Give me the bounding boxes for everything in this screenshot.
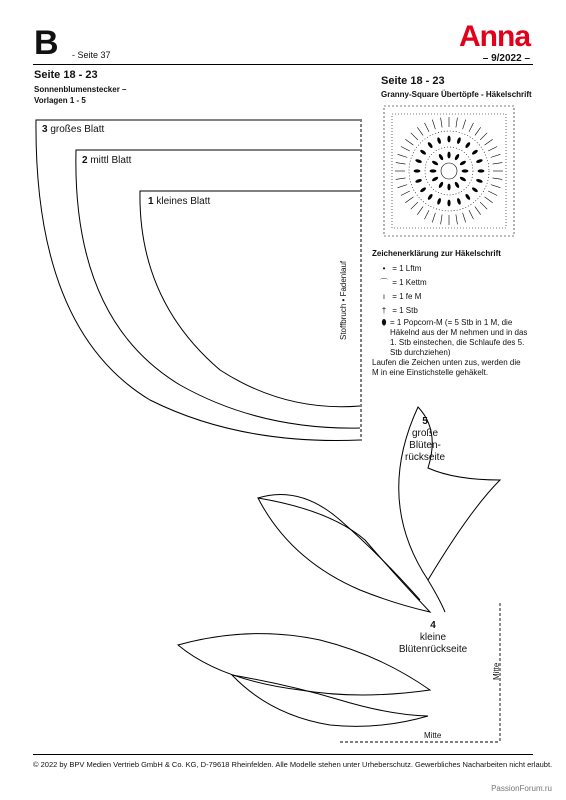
petal-name-line2: Blütenrückseite: [398, 644, 468, 655]
legend-title: Zeichenerklärung zur Häkelschrift: [372, 249, 501, 258]
fold-label: Stoffbruch • Fadenlauf: [339, 260, 348, 340]
watermark: PassionForum.ru: [491, 784, 552, 793]
stitch-mark: [396, 163, 406, 165]
bar-icon: ı: [382, 292, 386, 301]
stitch-mark: [475, 127, 481, 135]
dagger-icon: †: [381, 306, 387, 315]
popcorn-stitch: [430, 169, 437, 172]
popcorn-stitch: [419, 187, 426, 194]
popcorn-stitch: [447, 136, 450, 143]
stitch-mark: [485, 197, 493, 203]
left-section-title: Seite 18 - 23: [34, 69, 98, 81]
popcorn-stitch: [437, 137, 442, 144]
stitch-mark: [480, 202, 487, 209]
legend-text: = 1 Kettm: [392, 278, 427, 287]
stitch-mark: [398, 185, 408, 188]
popcorn-stitches: [414, 136, 485, 207]
stitch-mark: [401, 191, 410, 196]
stitch-mark: [411, 202, 418, 209]
petal-number-large: 5: [422, 416, 428, 427]
popcorn-stitch: [438, 153, 444, 160]
popcorn-stitch: [465, 193, 472, 200]
leaf-name-large: großes Blatt: [50, 124, 105, 135]
popcorn-stitch: [447, 184, 450, 191]
page-reference: - Seite 37: [72, 50, 111, 60]
stitch-mark: [463, 213, 466, 223]
leaf-name-small: kleines Blatt: [156, 196, 211, 207]
stitch-mark: [491, 185, 501, 188]
leaf-outline-medium: [76, 150, 360, 428]
legend-text: = 1 Stb: [392, 306, 418, 315]
petal-label-large: [400, 416, 450, 464]
stitch-mark: [456, 215, 458, 225]
popcorn-stitch: [419, 149, 426, 156]
stitch-mark: [491, 154, 501, 157]
petal-wing-top: [258, 494, 420, 600]
mitte-label-horizontal: Mitte: [424, 731, 442, 740]
stitch-mark: [425, 210, 430, 219]
popcorn-stitch: [462, 169, 469, 172]
popcorn-stitch: [456, 137, 461, 144]
stitch-mark: [441, 215, 443, 225]
subtitle-line-2: Vorlagen 1 - 5: [34, 96, 86, 105]
popcorn-stitch: [459, 176, 466, 182]
stitch-mark: [463, 120, 466, 130]
petal-name-line3: rückseite: [404, 452, 445, 463]
legend-item-chain: [378, 264, 421, 274]
stitch-mark: [396, 178, 406, 180]
popcorn-icon: ⬮: [381, 318, 387, 327]
stitch-mark: [417, 207, 423, 215]
petal-name-line1: große: [411, 428, 439, 439]
legend-text: = 1 fe M: [392, 292, 422, 301]
popcorn-stitch: [414, 169, 421, 172]
legend-text: = 1 Popcorn-M (= 5 Stb in 1 M, die Häkelnd aus der M nehmen und in das 1. Stb einstechen, die Schlaufe des 5. Stb durchziehen): [390, 318, 528, 357]
popcorn-stitch: [437, 198, 442, 205]
stitch-mark: [405, 139, 413, 145]
petal-number-small: 4: [430, 620, 436, 631]
stitch-mark: [425, 123, 430, 132]
stitch-mark: [405, 197, 413, 203]
dot-icon: •: [382, 264, 386, 273]
popcorn-stitch: [459, 160, 466, 166]
petal-name-line1: kleine: [419, 632, 447, 643]
popcorn-stitch: [454, 181, 460, 188]
subtitle-line-1: Sonnenblumenstecker –: [34, 85, 127, 94]
stitch-mark: [488, 147, 497, 152]
brand-logo: Anna: [459, 20, 530, 53]
legend-item-popcorn: [378, 318, 528, 358]
stitch-mark: [469, 123, 474, 132]
stitch-mark: [401, 147, 410, 152]
right-section-subtitle: Granny-Square Übertöpfe - Häkelschrift: [381, 90, 532, 99]
issue-number: – 9/2022 –: [482, 53, 530, 64]
legend-item-double-crochet: [378, 306, 418, 316]
copyright-text: © 2022 by BPV Medien Vertrieb GmbH & Co. KG, D-79618 Rheinfelden. Alle Modelle stehen unter Urheberschutz. Gewerbliches Nacharbeiten nicht erlaubt.: [33, 760, 553, 769]
leaf-label-large: [42, 124, 104, 135]
popcorn-stitch: [415, 159, 422, 164]
popcorn-stitch: [447, 200, 450, 207]
legend-note: Laufen die Zeichen unten zus, werden die M in eine Einstichstelle gehäkelt.: [372, 358, 521, 377]
petal-label-small: [388, 620, 478, 656]
popcorn-stitch: [427, 141, 434, 148]
stitch-mark: [493, 178, 503, 180]
arc-icon: ⌒: [380, 278, 388, 287]
legend-item-single-crochet: [378, 292, 421, 302]
petal-wing-right: [428, 580, 445, 612]
stitch-mark: [417, 127, 423, 135]
stitch-mark: [441, 118, 443, 128]
leaf-label-small: [148, 196, 210, 207]
stitch-mark: [493, 163, 503, 165]
leaf-outline-small: [140, 191, 360, 407]
stitch-mark: [432, 120, 435, 130]
popcorn-stitch: [476, 159, 483, 164]
petal-small-outline: [258, 498, 430, 612]
section-letter: B: [34, 24, 59, 62]
leaf-label-medium: [82, 155, 131, 166]
stitch-mark: [480, 133, 487, 140]
stitch-mark: [411, 133, 418, 140]
leaf-name-medium: mittl Blatt: [90, 155, 132, 166]
popcorn-stitch: [431, 160, 438, 166]
stitch-mark: [456, 118, 458, 128]
popcorn-stitch: [478, 169, 485, 172]
stitch-mark: [432, 213, 435, 223]
legend-item-slip-stitch: [378, 278, 427, 288]
mitte-label-vertical: Mitte: [492, 662, 501, 680]
popcorn-stitch: [431, 176, 438, 182]
stitch-mark: [488, 191, 497, 196]
right-section-title: Seite 18 - 23: [381, 75, 445, 87]
leaf-number-small: 1: [148, 196, 154, 207]
popcorn-stitch: [456, 198, 461, 205]
popcorn-stitch: [415, 178, 422, 183]
chart-stitch-marks: [395, 117, 503, 225]
popcorn-stitch: [471, 149, 478, 156]
stitch-mark: [485, 139, 493, 145]
leaf-number-medium: 2: [82, 155, 88, 166]
popcorn-stitch: [465, 141, 472, 148]
popcorn-stitch: [471, 187, 478, 194]
popcorn-stitch: [438, 181, 444, 188]
leaf-outline-large: [36, 120, 360, 441]
legend-text: = 1 Lftm: [392, 264, 422, 273]
stitch-mark: [469, 210, 474, 219]
petal-name-line2: Blüten-: [409, 440, 441, 451]
petal-inner-b: [232, 675, 428, 726]
popcorn-stitch: [447, 152, 450, 159]
footer-divider: [33, 754, 533, 755]
popcorn-stitch: [427, 193, 434, 200]
popcorn-stitch: [476, 178, 483, 183]
stitch-mark: [398, 154, 408, 157]
popcorn-stitch: [454, 153, 460, 160]
stitch-mark: [475, 207, 481, 215]
leaf-number-large: 3: [42, 124, 48, 135]
